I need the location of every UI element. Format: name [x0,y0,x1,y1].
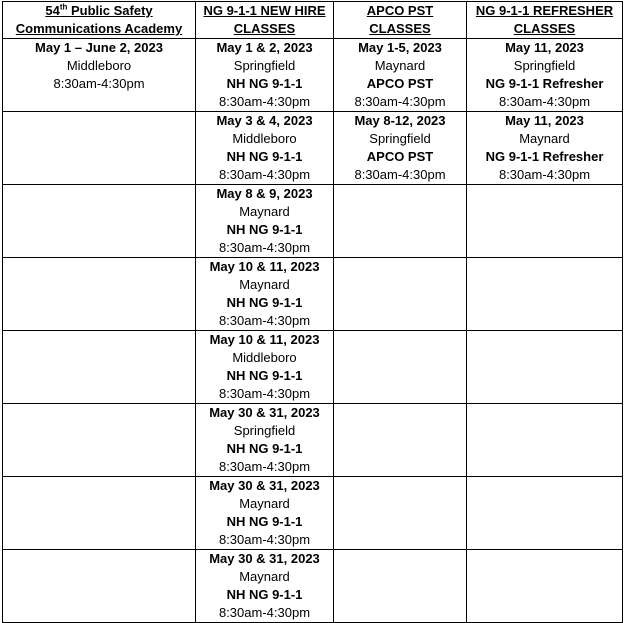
class-time: 8:30am-4:30pm [354,94,446,109]
cell-refresher [467,112,623,185]
cell-new-hire [196,550,334,623]
header-academy-title: Public Safety Communications Academy [15,3,183,36]
class-date: May 30 & 31, 2023 [209,478,320,493]
cell-apco [334,112,467,185]
header-apco: APCO PST CLASSES [334,2,467,39]
cell-refresher [467,331,623,404]
table-row [3,112,623,185]
class-time: 8:30am-4:30pm [218,94,311,109]
class-time: 8:30am-4:30pm [218,167,311,182]
class-date: May 11, 2023 [505,40,584,55]
cell-refresher [467,477,623,550]
cell-academy [3,477,196,550]
cell-academy [3,185,196,258]
class-location: Maynard [239,277,290,292]
class-location: Maynard [519,131,570,146]
class-time: 8:30am-4:30pm [218,459,311,474]
class-location: Middleboro [66,58,132,73]
cell-new-hire [196,404,334,477]
header-academy [3,2,196,39]
cell-new-hire [196,185,334,258]
class-date: May 1 – June 2, 2023 [35,40,163,55]
class-location: Springfield [233,423,296,438]
class-location: Springfield [369,131,431,146]
cell-apco [334,550,467,623]
class-schedule-table [2,1,623,623]
class-course: NH NG 9-1-1 [226,222,303,237]
cell-academy [3,331,196,404]
table-row [3,331,623,404]
cell-apco [334,404,467,477]
cell-refresher [467,550,623,623]
class-date: May 3 & 4, 2023 [216,113,313,128]
class-location: Middleboro [232,131,297,146]
class-date: May 30 & 31, 2023 [209,405,320,420]
cell-academy [3,258,196,331]
class-course: NH NG 9-1-1 [226,441,303,456]
class-time: 8:30am-4:30pm [53,76,145,91]
table-row [3,404,623,477]
class-time: 8:30am-4:30pm [218,240,311,255]
table-row [3,258,623,331]
cell-apco [334,331,467,404]
cell-new-hire [196,477,334,550]
class-course: NH NG 9-1-1 [226,295,303,310]
class-course: NG 9-1-1 Refresher [485,149,604,164]
table-row [3,185,623,258]
class-course: NH NG 9-1-1 [226,76,303,91]
class-location: Maynard [374,58,426,73]
class-date: May 10 & 11, 2023 [209,332,320,347]
class-time: 8:30am-4:30pm [498,167,591,182]
class-time: 8:30am-4:30pm [218,313,311,328]
class-location: Middleboro [232,350,297,365]
cell-academy [3,39,196,112]
table-row [3,39,623,112]
header-academy-ordinal: 54 [45,3,60,18]
cell-new-hire [196,331,334,404]
class-date: May 8-12, 2023 [354,113,446,128]
cell-new-hire [196,39,334,112]
class-location: Springfield [233,58,296,73]
class-course: NH NG 9-1-1 [226,368,303,383]
cell-apco [334,258,467,331]
cell-apco [334,477,467,550]
class-date: May 1-5, 2023 [358,40,442,55]
cell-academy [3,550,196,623]
class-course: NH NG 9-1-1 [226,587,303,602]
class-location: Springfield [513,58,576,73]
class-date: May 8 & 9, 2023 [216,186,313,201]
cell-apco [334,185,467,258]
cell-refresher [467,258,623,331]
cell-refresher [467,404,623,477]
class-course: NH NG 9-1-1 [226,514,303,529]
cell-apco [334,39,467,112]
class-date: May 30 & 31, 2023 [209,551,320,566]
class-date: May 10 & 11, 2023 [209,259,320,274]
table-row [3,550,623,623]
class-time: 8:30am-4:30pm [354,167,446,182]
cell-refresher [467,39,623,112]
header-new-hire: NG 9-1-1 NEW HIRE CLASSES [196,2,334,39]
class-date: May 11, 2023 [505,113,584,128]
class-date: May 1 & 2, 2023 [216,40,313,55]
class-time: 8:30am-4:30pm [218,386,311,401]
table-row [3,477,623,550]
class-location: Maynard [239,496,290,511]
cell-refresher [467,185,623,258]
class-location: Maynard [239,569,290,584]
header-row [3,2,623,39]
class-time: 8:30am-4:30pm [218,605,311,620]
class-course: NH NG 9-1-1 [226,149,303,164]
class-course: NG 9-1-1 Refresher [485,76,604,91]
class-course: APCO PST [366,76,434,91]
cell-academy [3,404,196,477]
cell-academy [3,112,196,185]
header-academy-suffix: th [59,2,68,12]
header-refresher: NG 9-1-1 REFRESHER CLASSES [467,2,623,39]
class-course: APCO PST [366,149,434,164]
class-time: 8:30am-4:30pm [218,532,311,547]
cell-new-hire [196,258,334,331]
cell-new-hire [196,112,334,185]
class-location: Maynard [239,204,290,219]
class-time: 8:30am-4:30pm [498,94,591,109]
